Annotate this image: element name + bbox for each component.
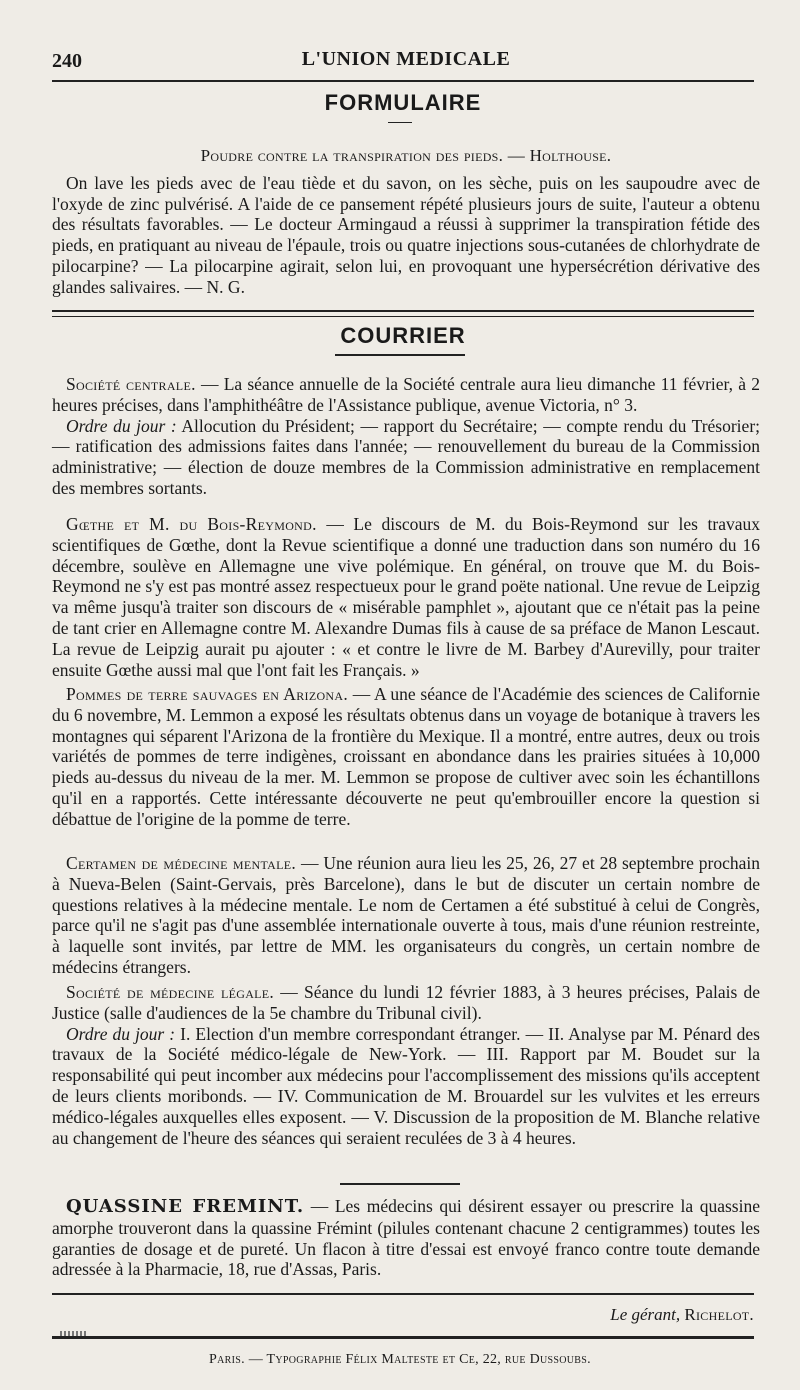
formulaire-section [52, 146, 760, 298]
item-sub-lead: Ordre du jour : [66, 1023, 176, 1044]
advert-divider [340, 1183, 460, 1185]
journal-title: L'UNION MEDICALE [301, 48, 511, 70]
gerant-label: Le gérant, [610, 1305, 681, 1324]
page-number: 240 [52, 50, 82, 72]
printer-imprint: Paris. — Typographie Félix Malteste et Ce, 22, rue Dussoubs. [209, 1352, 591, 1367]
item-sub-lead: Ordre du jour : [66, 415, 177, 436]
item-text: — Le discours de M. du Bois-Reymond sur les travaux scientifiques de Gœthe, dont la Revue scientifique a donné une traduction dans son numéro du 16 décembre, soulève en Allemagne une vive polémique. En général, on trouve que M. du Bois-Reymond ne s'y est pas montré assez respectueux pour le grand poëte national. Une revue de Leipzig va même jusqu'à traiter son discours de « misérable pamphlet », ajoutant que ce n'était pas la peine de tant crier en Allemagne contre M. Alexandre Dumas fils à cause de sa préface de Manon Lescaut. La revue de Leipzig aurait pu ajouter : « et contre le livre de M. Barbey d'Aurevilly, pour traiter ensuite Gœthe aussi mal que l'ont fait les Français. » [52, 514, 761, 680]
formulaire-body: On lave les pieds avec de l'eau tiède et du savon, on les sèche, puis on les saupoudre avec de l'oxyde de zinc pulvérisé. A l'aide de ce pansement répété plusieurs jours de suite, l'auteur a obtenu des résultats favorables. — Le docteur Armingaud a réussi à supprimer la transpiration fétide des pieds, en pratiquant au niveau de l'épaule, trois ou quatre injections sous-cutanées de chlorhydrate de pilocarpine? — La pilocarpine agirait, selon lui, en provoquant une hypersécrétion dérivative des glandes salivaires. — N. G. [52, 172, 760, 297]
item-text: — Une réunion aura lieu les 25, 26, 27 et 28 septembre prochain à Nueva-Belen (Saint-Gervais, près Barcelone), dans le but de discuter un certain nombre de questions relatives à la médecine mentale. Le nom de Certamen a été substitué à celui de Congrès, parce qu'il ne s'agit pas d'une assemblée internationale ouverte à tous, mais d'une réunion restreinte, à laquelle sont invités, par lettre de MM. les organisateurs du congrès, un certain nombre de médecins étrangers. [52, 853, 760, 977]
courrier-item-medecine-legale [52, 982, 760, 1148]
gerant-signature [610, 1305, 754, 1325]
item-lead: Société centrale. [66, 374, 196, 394]
item-lead: Certamen de médecine mentale. [66, 853, 297, 873]
item-text: — La séance annuelle de la Société centrale aura lieu dimanche 11 février, à 2 heures précises, dans l'amphithéâtre de l'Assistance publique, avenue Victoria, n° 3. [52, 374, 760, 415]
item-text: — Séance du lundi 12 février 1883, à 3 heures précises, Palais de Justice (salle d'audiences de la 5e chambre du Tribunal civil). [52, 982, 760, 1023]
courrier-item-pommes-de-terre [52, 684, 760, 830]
item-lead: Société de médecine légale. [66, 982, 275, 1002]
header-rule [52, 80, 754, 82]
courrier-item-goethe [52, 514, 760, 680]
courrier-item-societe-centrale [52, 374, 760, 499]
item-sub-text: I. Election d'un membre correspondant étranger. — II. Analyse par M. Pénard des travaux de la Société médico-légale de New-York. — III. Rapport par M. Boudet sur la responsabilité qui peut incomber aux médecins pour l'accomplissement des missions qu'ils acceptent de leurs clients moribonds. — IV. Communication de M. Brouardel sur les vulvites et les erreurs médico-légales auxquelles elles exposent. — V. Discussion de la proposition de M. Blanche relative au changement de l'heure des séances qui seraient reculées de 3 à 4 heures. [52, 1023, 760, 1148]
item-text: — A une séance de l'Académie des sciences de Californie du 6 novembre, M. Lemmon a exposé les résultats obtenus dans un voyage de botanique à travers les montagnes qui séparent l'Arizona de la frontière du Mexique. Il a montré, entre autres, deux ou trois variétés de pommes de terre indigènes, croissant en abondance dans les prairies situées à 10,000 pieds au-dessus du niveau de la mer. M. Lemmon se propose de cultiver avec soin les échantillons qu'il en a rapportés. Cette intéressante découverte ne peut qu'embrouiller encore la question si débattue de l'origine de la pomme de terre. [52, 684, 760, 829]
item-sub-text: Allocution du Président; — rapport du Secrétaire; — compte rendu du Trésorier; — ratification des admissions faites dans l'année; — renouvellement du bureau de la Commission administrative; — élection de douze membres de la Commission administrative en remplacement des membres sortants. [52, 415, 761, 498]
advert-title: QUASSINE FREMINT. [66, 1196, 305, 1217]
section-divider [52, 310, 754, 317]
section-title-formulaire: FORMULAIRE [324, 90, 482, 115]
imprint-rule [52, 1336, 754, 1339]
formulaire-subtitle: Poudre contre la transpiration des pieds. — Holthouse. [200, 146, 612, 165]
item-lead: Gœthe et M. du Bois-Reymond. [66, 514, 317, 534]
title-underline [335, 354, 465, 356]
advert-text: — Les médecins qui désirent essayer ou prescrire la quassine amorphe trouveront dans la quassine Frémint (pilules contenant chacune 2 centigrammes) toutes les garanties de dosage et de pureté. Un flacon à titre d'essai est envoyé franco contre toute demande adressée à la Pharmacie, 18, rue d'Assas, Paris. [52, 1196, 760, 1280]
advert-quassine [52, 1196, 760, 1280]
title-underline [388, 122, 412, 123]
running-header [52, 42, 760, 78]
item-lead: Pommes de terre sauvages en Arizona. [66, 684, 349, 704]
footer-rule [52, 1293, 754, 1295]
gerant-name: Richelot. [684, 1305, 754, 1324]
courrier-item-certamen [52, 853, 760, 978]
section-title-courrier: COURRIER [340, 323, 466, 348]
